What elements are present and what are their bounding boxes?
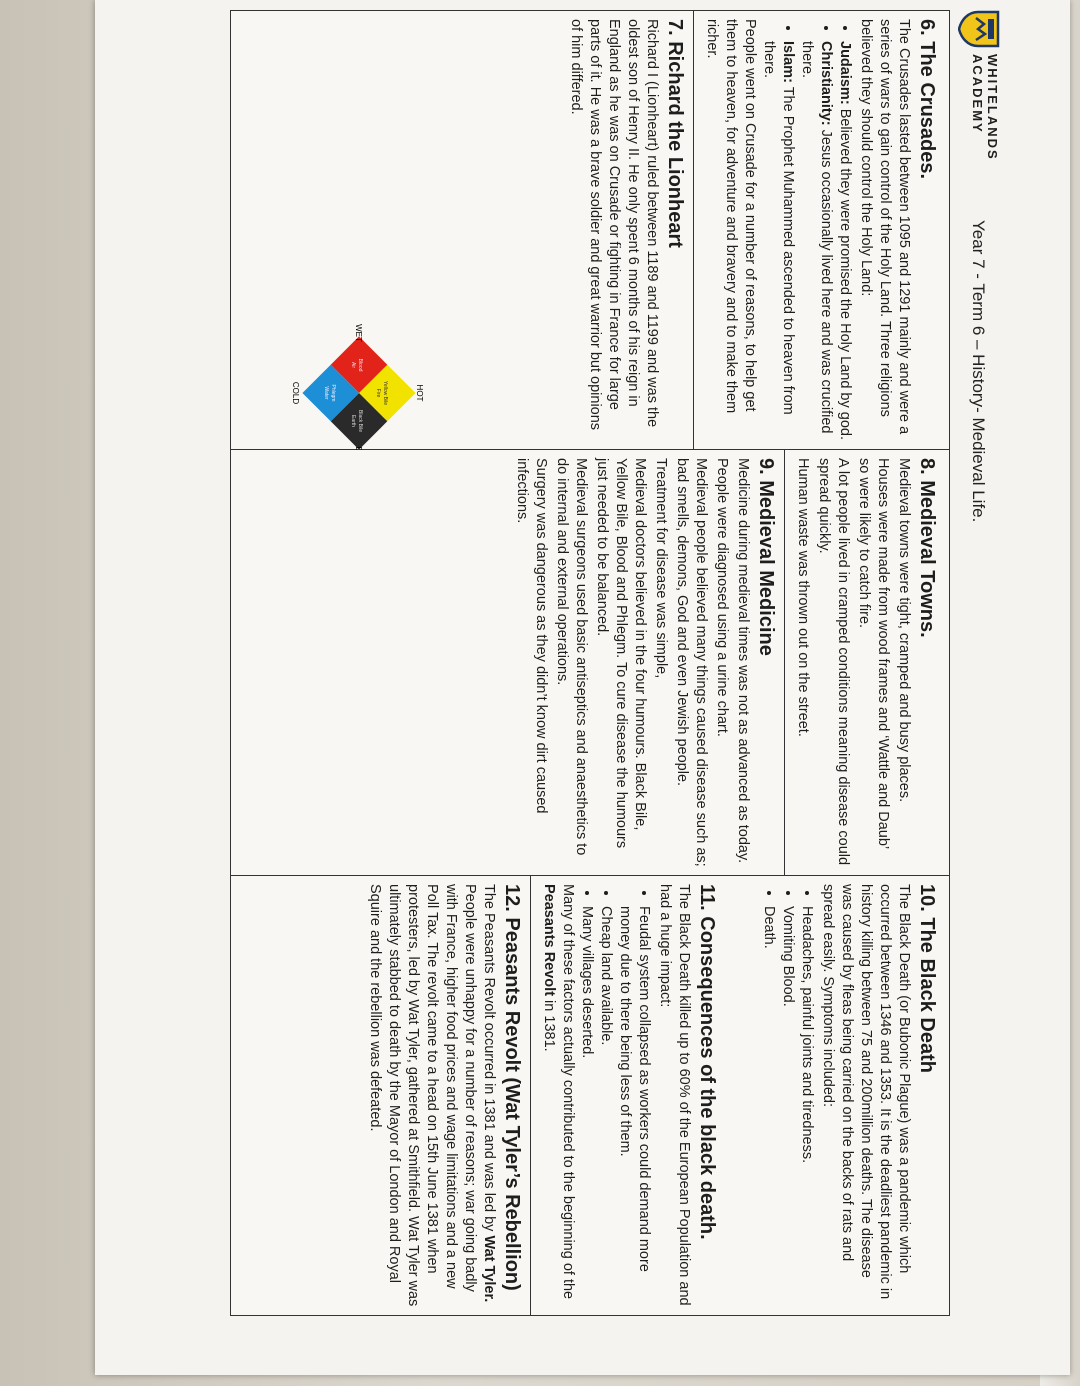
text-judaism: Believed they were promised the Holy Land by god. — [837, 104, 853, 440]
label-water: Water — [323, 386, 329, 400]
medicine-paragraph: People were diagnosed using a urine chart. — [714, 458, 730, 737]
label-fire: Fire — [375, 388, 381, 398]
outro-end: in 1381. — [541, 996, 557, 1052]
towns-paragraph: Medieval towns were tight, cramped and busy places. — [896, 458, 912, 803]
consequences-intro: The Black Death killed up to 60% of the European Population and had a huge impact: — [657, 884, 692, 1306]
crest-icon — [958, 10, 1000, 48]
text-islam: The Prophet Muhammed ascended to heaven from there. — [761, 41, 796, 415]
panel-towns-medicine — [230, 450, 950, 876]
medicine-paragraph: Surgery was dangerous as they didn’t know dirt caused infections. — [514, 458, 549, 814]
list-item — [835, 41, 854, 441]
label-wet: WET — [354, 324, 363, 342]
consequences-outro — [539, 884, 577, 1307]
medicine-heading: 9. Medieval Medicine — [755, 458, 777, 656]
revolt-text — [365, 884, 498, 1307]
crusades-outro: People went on Crusade for a number of reasons, to help get them to heaven, for adventure and bravery and to make them richer. — [704, 19, 758, 414]
school-logo — [952, 10, 1002, 200]
symptoms-list — [759, 884, 816, 1307]
label-hot: HOT — [415, 384, 424, 402]
crusades-heading: 6. The Crusades. — [916, 19, 938, 180]
list-item: • Headaches, painful joints and tiredness. — [797, 906, 816, 1307]
page-header — [948, 10, 1008, 1310]
list-item: • Many villages deserted. — [577, 906, 596, 1307]
revolt-text-end: People were unhappy for a number of reasons; war going badly with France, higher food prices and wage limitations and a new Poll Tax. The revolt came to a head on 15th June 1381 when protesters, led by Wat Tyler, gathered at Smithfield. Wat Tyler was ultimately stabbed to death by the Mayor of London and Royal Squire and the rebellion was defeated. — [367, 884, 478, 1307]
label-air: Air — [350, 361, 356, 369]
section-divider — [693, 11, 694, 449]
term-judaism: Judaism: — [837, 41, 853, 105]
section-divider — [784, 450, 785, 875]
term-islam: Islam: — [780, 41, 796, 83]
four-humours-diagram — [289, 323, 429, 463]
humours-diamond — [289, 323, 429, 463]
revolt-leader: Wat Tyler. — [481, 1235, 497, 1303]
outro-bold: Peasants Revolt — [541, 884, 557, 997]
label-black-bile: Black Bile — [357, 410, 363, 432]
text-christianity: Jesus occasionally lived here and was crucified there. — [799, 41, 834, 434]
list-item: • Feudal system collapsed as workers could demand more money due to there being less of them. — [615, 906, 653, 1307]
consequences-list — [577, 884, 653, 1307]
page-title: Year 7 - Term 6 – History- Medieval Life. — [969, 220, 988, 523]
religions-list — [759, 19, 854, 441]
richard-text: Richard I (Lionheart) ruled between 1189 and 1199 and was the oldest son of Henry II. He only spent 6 months of his reign in England as he was on Crusade or fighting in France for large parts of it. He was a brave soldier and great warrior but opinions of him differed. — [568, 19, 660, 431]
black-death-intro: The Black Death (or Bubonic Plague) was a pandemic which occurred between 1346 and 1353. It is the deadliest pandemic in history killing between 75 and 200million deaths. The disease was caused by fleas being carried on the backs of rats and spread easily. Symptoms included: — [820, 884, 912, 1300]
list-item: • Death. — [759, 906, 778, 1307]
medicine-paragraph: Medicine during medieval times was not as advanced as today. — [735, 458, 751, 864]
crusades-intro: The Crusades lasted between 1095 and 1291 mainly and were a series of wars to gain control of the Holy Land. Three religions believed they should control the Holy Land: — [858, 19, 912, 435]
school-name-line2: ACADEMY — [970, 54, 985, 134]
towns-paragraph: Houses were made from wood frames and ‘Wattle and Daub’ so were likely to catch fire. — [856, 458, 891, 849]
richard-heading: 7. Richard the Lionheart — [664, 19, 686, 248]
list-item — [797, 41, 835, 441]
towns-paragraph: A lot people lived in cramped conditions meaning disease could spread quickly. — [816, 458, 851, 866]
medicine-paragraph: Medieval doctors believed in the four humours. Black Bile, Yellow Bile, Blood and Phlegm. To cure disease the humours just needed to be balanced. — [594, 458, 648, 849]
revolt-heading: 12. Peasants Revolt (Wat Tyler’s Rebellion) — [501, 884, 523, 1291]
label-earth: Earth — [350, 415, 356, 427]
revolt-text-start: The Peasants Revolt occurred in 1381 and was led by — [481, 884, 497, 1236]
panel-black-death-revolt — [230, 876, 950, 1316]
label-cold: COLD — [291, 381, 300, 405]
panel-crusades-richard — [230, 10, 950, 450]
towns-heading: 8. Medieval Towns. — [916, 458, 938, 638]
outro-text: Many of these factors actually contributed to the beginning of the — [560, 884, 576, 1300]
school-name — [970, 54, 1000, 161]
label-phlegm: Phlegm — [330, 384, 336, 402]
list-item: • Vomiting Blood. — [778, 906, 797, 1307]
list-item — [759, 41, 797, 441]
label-blood: Blood — [357, 358, 363, 372]
medicine-paragraph: Medieval people believed many things caused disease such as; bad smells, demons, God and even Jewish people. — [674, 458, 709, 867]
rotated-page-content — [208, 2, 1008, 1382]
term-christianity: Christianity: — [818, 41, 834, 126]
label-yellow-bile: Yellow Bile — [382, 381, 388, 405]
medicine-paragraph: Medieval surgeons used basic antiseptics and anaesthetics to do internal and external operations. — [554, 458, 589, 856]
list-item: • Cheap land available. — [596, 906, 615, 1307]
towns-paragraph: Human waste was thrown out on the street. — [795, 458, 811, 737]
consequences-heading: 11. Consequences of the black death. — [696, 884, 718, 1240]
school-name-line1: WHITELANDS — [985, 54, 1000, 161]
section-divider — [530, 876, 531, 1315]
medicine-paragraph: Treatment for disease was simple, — [653, 458, 669, 679]
black-death-heading: 10. The Black Death — [916, 884, 938, 1073]
